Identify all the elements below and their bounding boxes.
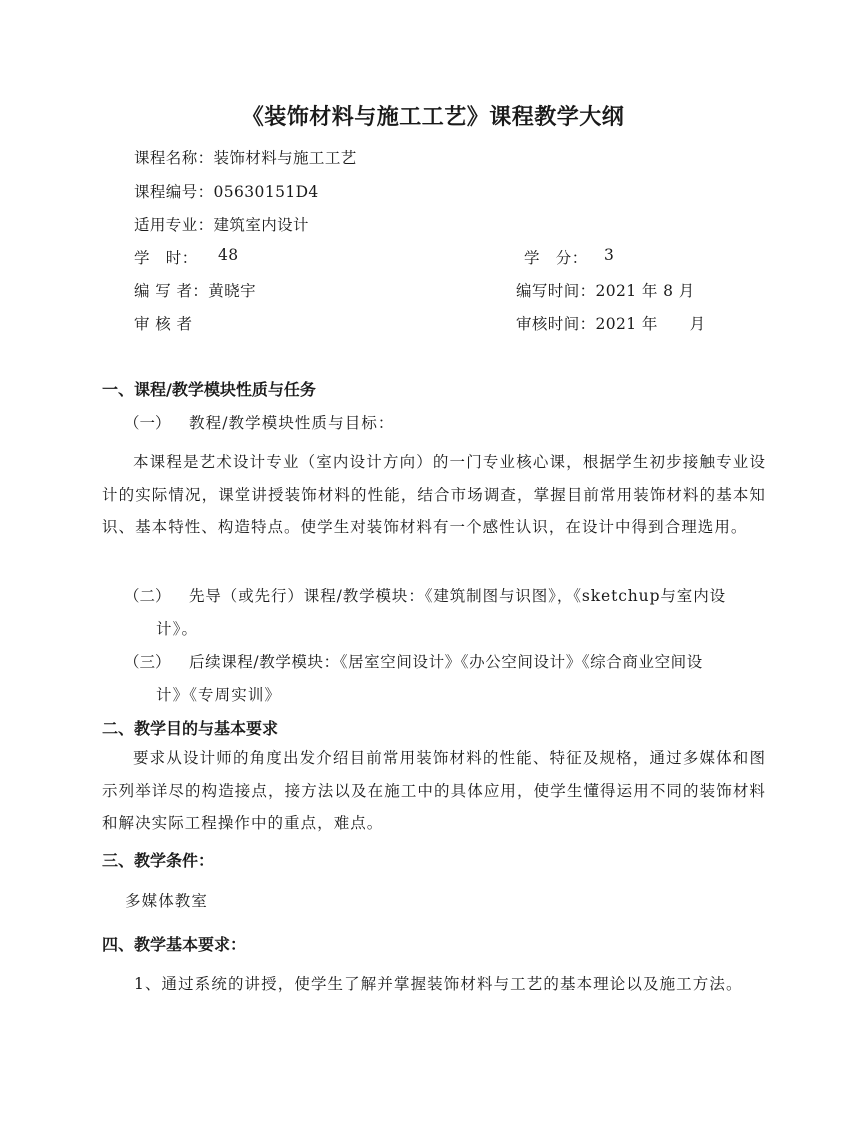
- review-time-value: 2021 年 月: [595, 315, 706, 333]
- major-label: 适用专业：: [134, 216, 214, 234]
- course-code-label: 课程编号：: [134, 183, 214, 201]
- credits-value: 3: [604, 246, 615, 264]
- section-1-item-2-line1: 先导（或先行）课程/教学模块：《建筑制图与识图》，《sketchup与室内设: [189, 587, 726, 605]
- section-3-text: 多媒体教室: [125, 892, 209, 910]
- section-2-heading: 二、教学目的与基本要求: [102, 719, 279, 738]
- section-1-item-1-num: （一）: [124, 414, 171, 432]
- author-label: 编 写 者：: [134, 282, 209, 300]
- author-value: 黄晓宇: [208, 282, 256, 300]
- section-1-item-2-line2: 计》。: [156, 620, 199, 638]
- reviewer-label: 审 核 者: [134, 315, 193, 333]
- section-4-heading: 四、教学基本要求：: [102, 935, 247, 954]
- written-time-label: 编写时间：: [516, 282, 596, 300]
- section-1-item-3-num: （三）: [124, 653, 171, 671]
- course-name-label: 课程名称：: [134, 149, 214, 167]
- section-1-heading: 一、课程/教学模块性质与任务: [102, 380, 316, 399]
- course-code-row: [134, 180, 319, 202]
- review-time-label: 审核时间：: [516, 315, 596, 333]
- course-code-value: 05630151D4: [213, 183, 319, 201]
- written-time-row: [516, 279, 695, 301]
- section-1-item-3-line1: 后续课程/教学模块：《居室空间设计》《办公空间设计》《综合商业空间设: [189, 653, 703, 671]
- section-4-item-1: 1、通过系统的讲授，使学生了解并掌握装饰材料与工艺的基本理论以及施工方法。: [134, 975, 743, 993]
- document-title: 《装饰材料与施工工艺》课程教学大纲: [241, 105, 625, 130]
- author-row: [134, 279, 256, 301]
- major-value: 建筑室内设计: [213, 216, 309, 234]
- section-2-paragraph: 要求从设计师的角度出发介绍目前常用装饰材料的性能、特征及规格，通过多媒体和图示列举详尽的构造接点，接方法以及在施工中的具体应用，使学生懂得运用不同的装饰材料和解决实际工程操作中的重点，难点。: [102, 749, 766, 832]
- hours-value: 48: [218, 246, 239, 264]
- section-1-item-3-line2: 计》《专周实训》: [156, 686, 282, 704]
- section-3-heading: 三、教学条件：: [102, 851, 215, 870]
- written-time-value: 2021 年 8 月: [595, 282, 695, 300]
- review-time-row: [516, 312, 706, 334]
- section-1-paragraph: 本课程是艺术设计专业（室内设计方向）的一门专业核心课，根据学生初步接触专业设计的实际情况，课堂讲授装饰材料的性能，结合市场调查，掌握目前常用装饰材料的基本知识、基本特性、构造特点。使学生对装饰材料有一个感性认识，在设计中得到合理选用。: [102, 453, 766, 536]
- section-1-item-2-num: （二）: [124, 587, 171, 605]
- credits-label: 学 分：: [524, 249, 588, 267]
- section-1-item-1-text: 教程/教学模块性质与目标：: [189, 414, 395, 432]
- major-row: [134, 213, 309, 235]
- course-name-value: 装饰材料与施工工艺: [213, 149, 357, 167]
- course-name-row: [134, 146, 357, 168]
- hours-label: 学 时：: [134, 249, 198, 267]
